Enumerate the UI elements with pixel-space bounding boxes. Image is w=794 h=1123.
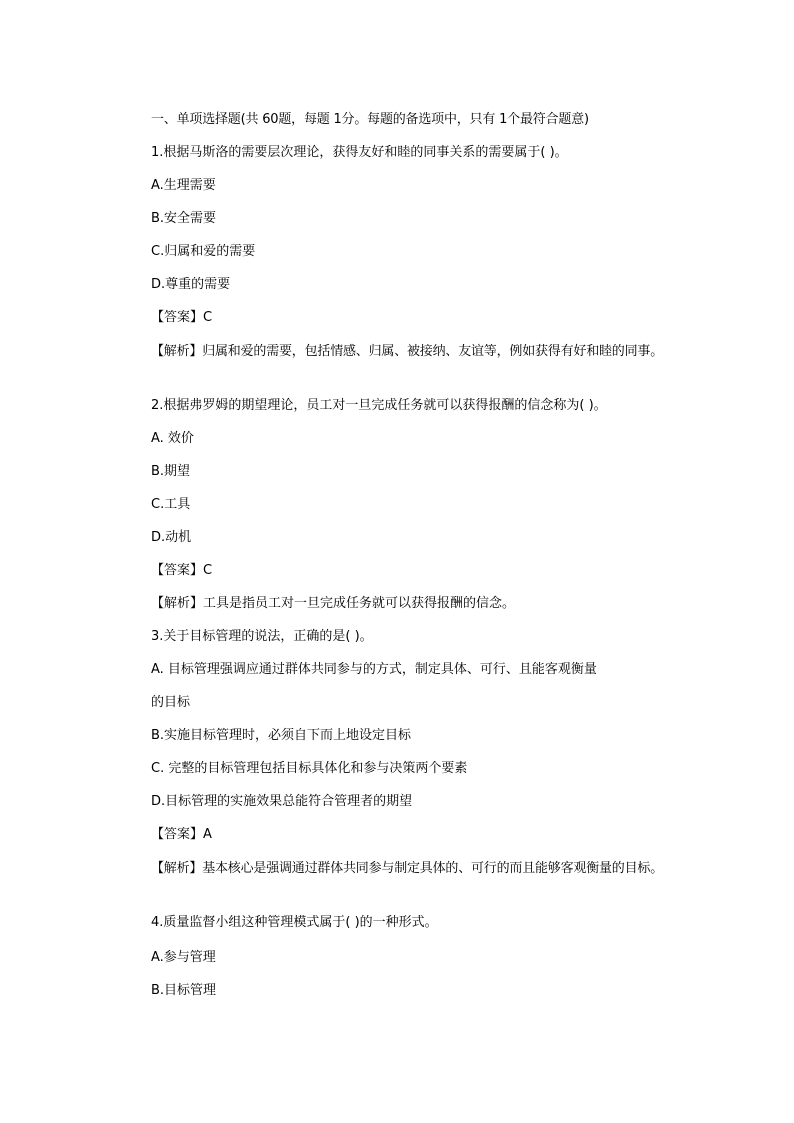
question-3-answer: 【答案】A bbox=[151, 827, 212, 842]
question-3-analysis: 【解析】基本核心是强调通过群体共同参与制定具体的、可行的而且能够客观衡量的目标。 bbox=[151, 861, 664, 876]
question-2-option-d: D.动机 bbox=[151, 530, 192, 545]
question-2-option-a: A. 效价 bbox=[151, 431, 194, 446]
question-3-option-b: B.实施目标管理时，必须自下而上地设定目标 bbox=[151, 728, 412, 743]
question-1-option-d: D.尊重的需要 bbox=[151, 277, 231, 292]
question-1-answer: 【答案】C bbox=[151, 310, 213, 325]
question-4-stem: 4.质量监督小组这种管理模式属于( )的一种形式。 bbox=[151, 915, 438, 930]
question-1-stem: 1.根据马斯洛的需要层次理论，获得友好和睦的同事关系的需要属于( )。 bbox=[151, 145, 568, 160]
question-1-option-c: C.归属和爱的需要 bbox=[151, 244, 256, 259]
question-2-stem: 2.根据弗罗姆的期望理论，员工对一旦完成任务就可以获得报酬的信念称为( )。 bbox=[151, 398, 607, 413]
question-1-option-b: B.安全需要 bbox=[151, 211, 217, 226]
question-3-option-c: C. 完整的目标管理包括目标具体化和参与决策两个要素 bbox=[151, 761, 468, 776]
question-1-analysis: 【解析】归属和爱的需要，包括情感、归属、被接纳、友谊等，例如获得有好和睦的同事。 bbox=[151, 344, 664, 359]
question-3-option-d: D.目标管理的实施效果总能符合管理者的期望 bbox=[151, 794, 413, 809]
section-heading: 一、单项选择题(共 60题，每题 1分。每题的备选项中，只有 1个最符合题意) bbox=[151, 112, 589, 127]
question-2-answer: 【答案】C bbox=[151, 563, 213, 578]
question-2-analysis: 【解析】工具是指员工对一旦完成任务就可以获得报酬的信念。 bbox=[151, 596, 516, 611]
question-4-option-a: A.参与管理 bbox=[151, 950, 216, 965]
question-3-option-a-continued: 的目标 bbox=[151, 695, 191, 710]
question-2-option-c: C.工具 bbox=[151, 497, 191, 512]
question-4-option-b: B.目标管理 bbox=[151, 983, 217, 998]
question-2-option-b: B.期望 bbox=[151, 464, 191, 479]
question-3-option-a: A. 目标管理强调应通过群体共同参与的方式，制定具体、可行、且能客观衡量 bbox=[151, 662, 597, 677]
question-3-stem: 3.关于目标管理的说法，正确的是( )。 bbox=[151, 629, 373, 644]
question-1-option-a: A.生理需要 bbox=[151, 178, 216, 193]
